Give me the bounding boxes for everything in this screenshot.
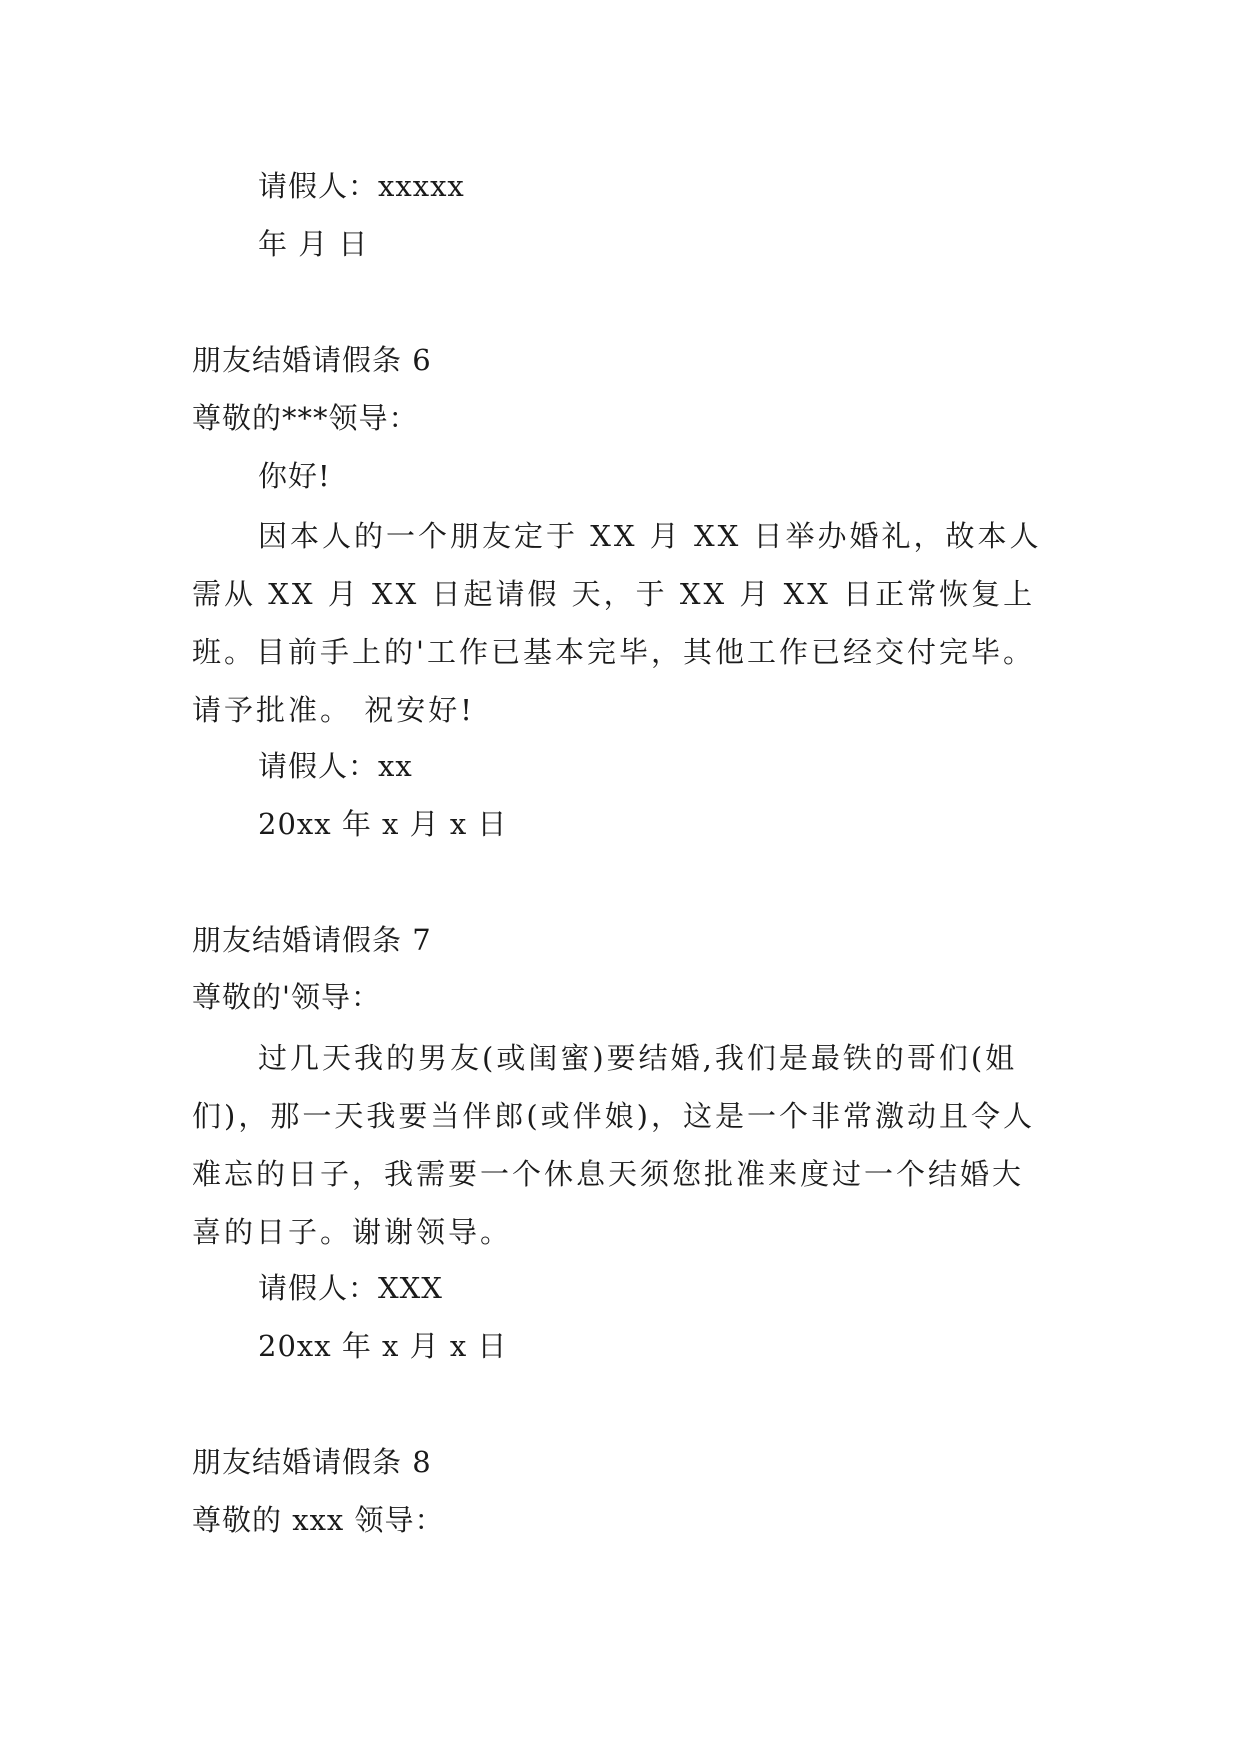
date-line: 20xx 年 x 月 x 日 (258, 807, 508, 841)
salutation: 尊敬的***领导： (192, 401, 419, 435)
date-line: 20xx 年 x 月 x 日 (258, 1329, 508, 1363)
salutation: 尊敬的 xxx 领导： (192, 1503, 445, 1537)
body-paragraph: 因本人的一个朋友定于 XX 月 XX 日举办婚礼，故本人需从 XX 月 XX 日起请假 天，于 XX 月 XX 日正常恢复上班。目前手上的'工作已基本完毕，其他工作已经交付完毕。请予批准。 祝安好! (192, 519, 1042, 727)
applicant-line: 请假人：xx (258, 749, 413, 783)
applicant-line: 请假人：xxxxx (258, 169, 465, 203)
body-paragraph: 过几天我的男友(或闺蜜)要结婚,我们是最铁的哥们(姐们)，那一天我要当伴郎(或伴娘)，这是一个非常激动且令人难忘的日子，我需要一个休息天须您批准来度过一个结婚大喜的日子。谢谢领导。 (192, 1041, 1035, 1249)
section-title: 朋友结婚请假条 6 (192, 343, 432, 377)
salutation: 尊敬的'领导： (192, 980, 381, 1014)
section-title: 朋友结婚请假条 8 (192, 1445, 432, 1479)
date-line: 年 月 日 (258, 227, 369, 261)
greeting: 你好! (258, 459, 331, 493)
applicant-line: 请假人：XXX (258, 1271, 443, 1305)
section-title: 朋友结婚请假条 7 (192, 923, 432, 957)
